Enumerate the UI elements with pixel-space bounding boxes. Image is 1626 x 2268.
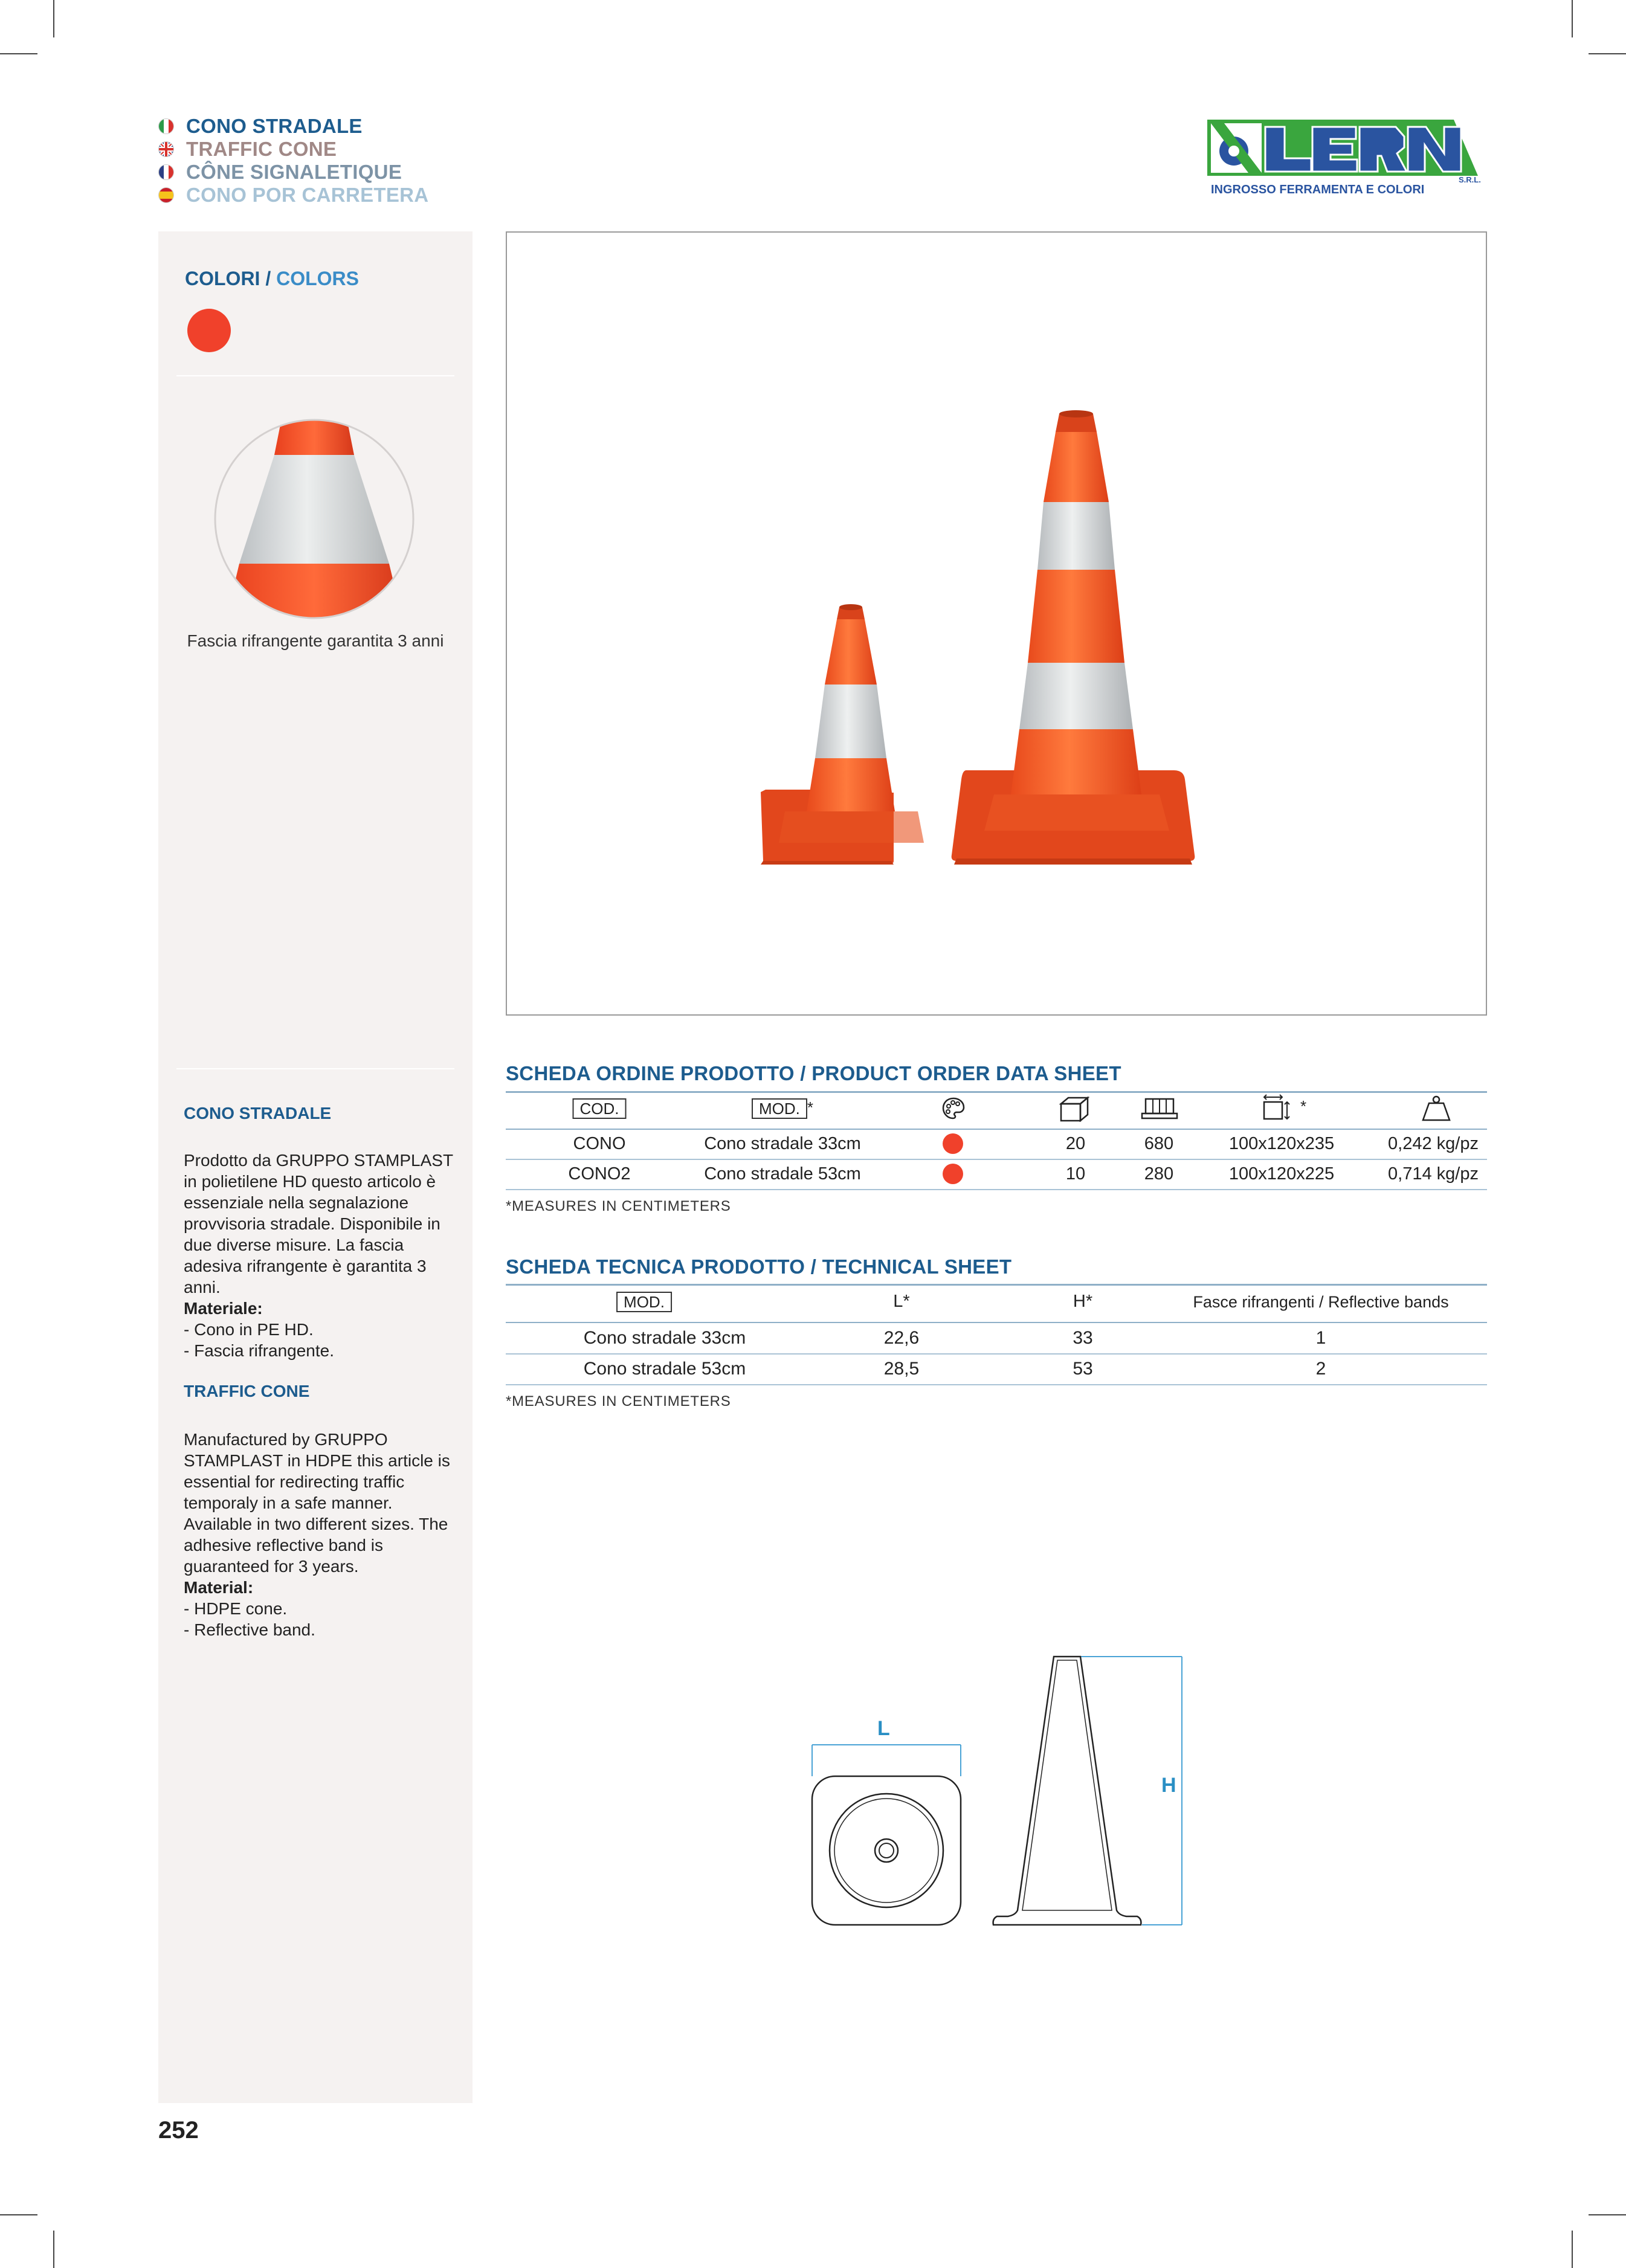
it-material-label: Materiale: <box>184 1299 263 1318</box>
title-text: CONO STRADALE <box>186 115 363 137</box>
weight-icon <box>1422 1095 1451 1121</box>
crop-mark <box>1589 2214 1626 2215</box>
order-cell-color-dot <box>943 1164 963 1184</box>
title-text: CONO POR CARRETERA <box>186 184 429 206</box>
order-sheet-rule <box>506 1091 1487 1093</box>
tech-sheet-title: SCHEDA TECNICA PRODOTTO / TECHNICAL SHEET <box>506 1255 1012 1278</box>
crop-mark <box>0 2214 37 2215</box>
dimension-label-l: L <box>877 1717 890 1740</box>
product-photo <box>506 231 1487 1016</box>
uk-flag-icon <box>158 141 174 157</box>
colors-label-en: COLORS <box>276 268 359 289</box>
crop-mark <box>1572 0 1573 37</box>
order-cell-color-dot <box>943 1133 963 1154</box>
tech-cell-l: 22,6 <box>883 1328 920 1348</box>
it-material-item: - Fascia rifrangente. <box>184 1341 334 1360</box>
en-description-heading: TRAFFIC CONE <box>184 1382 310 1400</box>
tech-sheet-rule <box>506 1284 1487 1286</box>
it-description-heading: CONO STRADALE <box>184 1104 332 1123</box>
order-cell-cod: CONO <box>573 1134 626 1153</box>
colors-heading <box>185 268 359 290</box>
order-cell-weight: 0,242 kg/pz <box>1388 1134 1479 1153</box>
color-swatch-orange <box>187 309 231 352</box>
cod-label: COD. <box>573 1098 627 1119</box>
order-cell-mod: Cono stradale 53cm <box>704 1164 861 1184</box>
title-en <box>158 138 428 161</box>
tech-header-l: L* <box>893 1292 910 1311</box>
reflective-band-detail-image <box>214 419 415 619</box>
en-description-body: Manufactured by GRUPPO STAMPLAST in HDPE this article is essential for redirecting traffic temporaly in a safe manner. Available in two different sizes. The adhesive reflective band is guaranteed for 3 years. <box>184 1430 450 1576</box>
tech-row-rule <box>506 1353 1487 1355</box>
sidebar-divider <box>176 375 454 376</box>
product-titles <box>158 115 428 207</box>
order-sheet-title: SCHEDA ORDINE PRODOTTO / PRODUCT ORDER DATA SHEET <box>506 1062 1121 1084</box>
sidebar-panel <box>158 231 473 2103</box>
colors-label-it: COLORI <box>185 268 260 289</box>
box-icon <box>1059 1095 1090 1122</box>
order-header-mod <box>752 1098 813 1119</box>
dimensions-icon <box>1260 1094 1300 1123</box>
es-flag-icon <box>158 187 174 203</box>
colors-separator: / <box>260 268 277 289</box>
order-cell-mod: Cono stradale 33cm <box>704 1134 861 1153</box>
crop-mark <box>53 0 54 37</box>
title-text: TRAFFIC CONE <box>186 138 337 160</box>
order-cell-pallet: 280 <box>1144 1164 1174 1184</box>
dimension-label-h: H <box>1161 1774 1176 1797</box>
palette-icon <box>941 1097 966 1121</box>
tech-cell-bands: 2 <box>1315 1359 1326 1379</box>
title-it <box>158 115 428 138</box>
pallet-icon <box>1141 1097 1178 1121</box>
order-cell-weight: 0,714 kg/pz <box>1388 1164 1479 1184</box>
tech-cell-bands: 1 <box>1315 1328 1326 1348</box>
tech-header-mod <box>616 1292 672 1312</box>
mod-label: MOD. <box>752 1098 807 1119</box>
tech-sheet-note: *MEASURES IN CENTIMETERS <box>506 1393 731 1409</box>
mod-label: MOD. <box>616 1292 672 1312</box>
crop-mark <box>53 2231 54 2268</box>
title-es <box>158 184 428 207</box>
tech-header-rule <box>506 1322 1487 1323</box>
tech-cell-h: 33 <box>1073 1328 1093 1348</box>
fr-flag-icon <box>158 164 174 180</box>
it-material-item: - Cono in PE HD. <box>184 1320 314 1339</box>
order-cell-box: 10 <box>1065 1164 1086 1184</box>
order-cell-dims: 100x120x225 <box>1228 1164 1335 1184</box>
sidebar-divider <box>176 1068 454 1069</box>
order-cell-cod: CONO2 <box>568 1164 631 1184</box>
tech-header-bands: Fasce rifrangenti / Reflective bands <box>1193 1293 1449 1311</box>
en-material-item: - HDPE cone. <box>184 1599 288 1618</box>
detail-caption: Fascia rifrangente garantita 3 anni <box>187 631 444 650</box>
crop-mark <box>1572 2231 1573 2268</box>
en-material-label: Material: <box>184 1578 254 1597</box>
it-description <box>184 1150 456 1361</box>
svg-text:S.R.L.: S.R.L. <box>1459 175 1480 184</box>
it-flag-icon <box>158 118 174 134</box>
tech-cell-mod: Cono stradale 33cm <box>583 1328 746 1348</box>
title-fr <box>158 161 428 184</box>
page-number: 252 <box>158 2117 199 2144</box>
crop-mark <box>0 53 37 54</box>
order-sheet-note: *MEASURES IN CENTIMETERS <box>506 1198 731 1214</box>
order-header-rule <box>506 1129 1487 1130</box>
order-row-rule <box>506 1159 1487 1160</box>
crop-mark <box>1589 53 1626 54</box>
order-header-cod <box>573 1098 627 1119</box>
tech-cell-h: 53 <box>1073 1359 1093 1379</box>
order-cell-dims: 100x120x235 <box>1228 1134 1335 1153</box>
lerna-logo <box>1207 118 1480 197</box>
order-cell-box: 20 <box>1065 1134 1086 1153</box>
tech-cell-l: 28,5 <box>883 1359 920 1379</box>
en-material-item: - Reflective band. <box>184 1620 315 1639</box>
order-cell-pallet: 680 <box>1144 1134 1174 1153</box>
order-row-rule <box>506 1189 1487 1190</box>
cone-dimension-diagram <box>810 1649 1196 1933</box>
it-description-body: Prodotto da GRUPPO STAMPLAST in polietilene HD questo articolo è essenziale nella segnalazione provvisoria stradale. Disponibile in due diverse misure. La fascia adesiva rifrangente è garantita 3 anni. <box>184 1151 453 1297</box>
en-description <box>184 1429 456 1640</box>
title-text: CÔNE SIGNALETIQUE <box>186 161 402 183</box>
tech-header-h: H* <box>1073 1292 1093 1311</box>
tech-row-rule <box>506 1384 1487 1385</box>
dimensions-star: * <box>1300 1097 1307 1115</box>
svg-text:INGROSSO FERRAMENTA E COLORI: INGROSSO FERRAMENTA E COLORI <box>1211 183 1425 196</box>
mod-star: * <box>807 1098 814 1116</box>
tech-cell-mod: Cono stradale 53cm <box>583 1359 746 1379</box>
